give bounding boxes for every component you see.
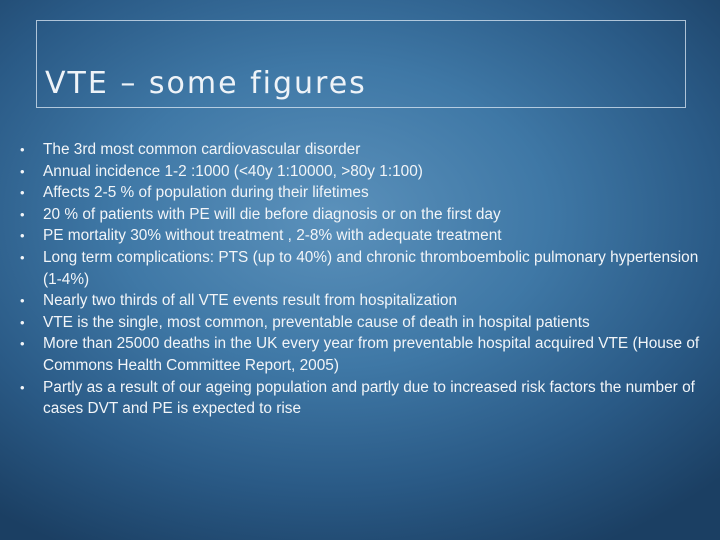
bullet-text: VTE is the single, most common, preventable cause of death in hospital patients [43, 313, 590, 331]
bullet-icon: • [20, 293, 25, 309]
bullet-icon: • [20, 249, 25, 265]
bullet-text: More than 25000 deaths in the UK every year from preventable hospital acquired VTE (House of Commons Health Committee Report, 2005) [43, 335, 700, 374]
bullet-icon: • [20, 336, 25, 352]
bullet-item [20, 204, 700, 226]
bullet-item [20, 247, 700, 290]
bullet-item [20, 290, 700, 312]
bullet-icon: • [20, 228, 25, 244]
bullet-icon: • [20, 185, 25, 201]
bullet-item [20, 312, 700, 334]
bullet-item [20, 161, 700, 183]
bullet-item [20, 333, 700, 376]
bullet-icon: • [20, 206, 25, 222]
bullet-icon: • [20, 314, 25, 330]
bullet-icon: • [20, 142, 25, 157]
bullet-text: Annual incidence 1-2 :1000 (<40y 1:10000, >80y 1:100) [43, 162, 423, 180]
bullet-list [20, 139, 700, 420]
bullet-item [20, 139, 700, 161]
bullet-text: Nearly two thirds of all VTE events result from hospitalization [43, 292, 458, 310]
bullet-text: PE mortality 30% without treatment , 2-8% with adequate treatment [43, 227, 502, 245]
title-frame [36, 20, 686, 108]
bullet-icon: • [20, 163, 25, 179]
bullet-item [20, 225, 700, 247]
bullet-item [20, 182, 700, 204]
bullet-text: Long term complications: PTS (up to 40%) and chronic thromboembolic pulmonary hypertension (1-4%) [43, 248, 699, 288]
bullet-text: The 3rd most common cardiovascular disorder [43, 141, 361, 158]
bullet-text: Affects 2-5 % of population during their lifetimes [43, 184, 369, 202]
bullet-text: 20 % of patients with PE will die before diagnosis or on the first day [43, 205, 501, 223]
bullet-item [20, 377, 700, 420]
slide-title: VTE – some figures [45, 66, 367, 101]
bullet-icon: • [20, 379, 25, 395]
bullet-text: Partly as a result of our ageing population and partly due to increased risk factors the number of cases DVT and PE is expected to rise [43, 378, 695, 418]
